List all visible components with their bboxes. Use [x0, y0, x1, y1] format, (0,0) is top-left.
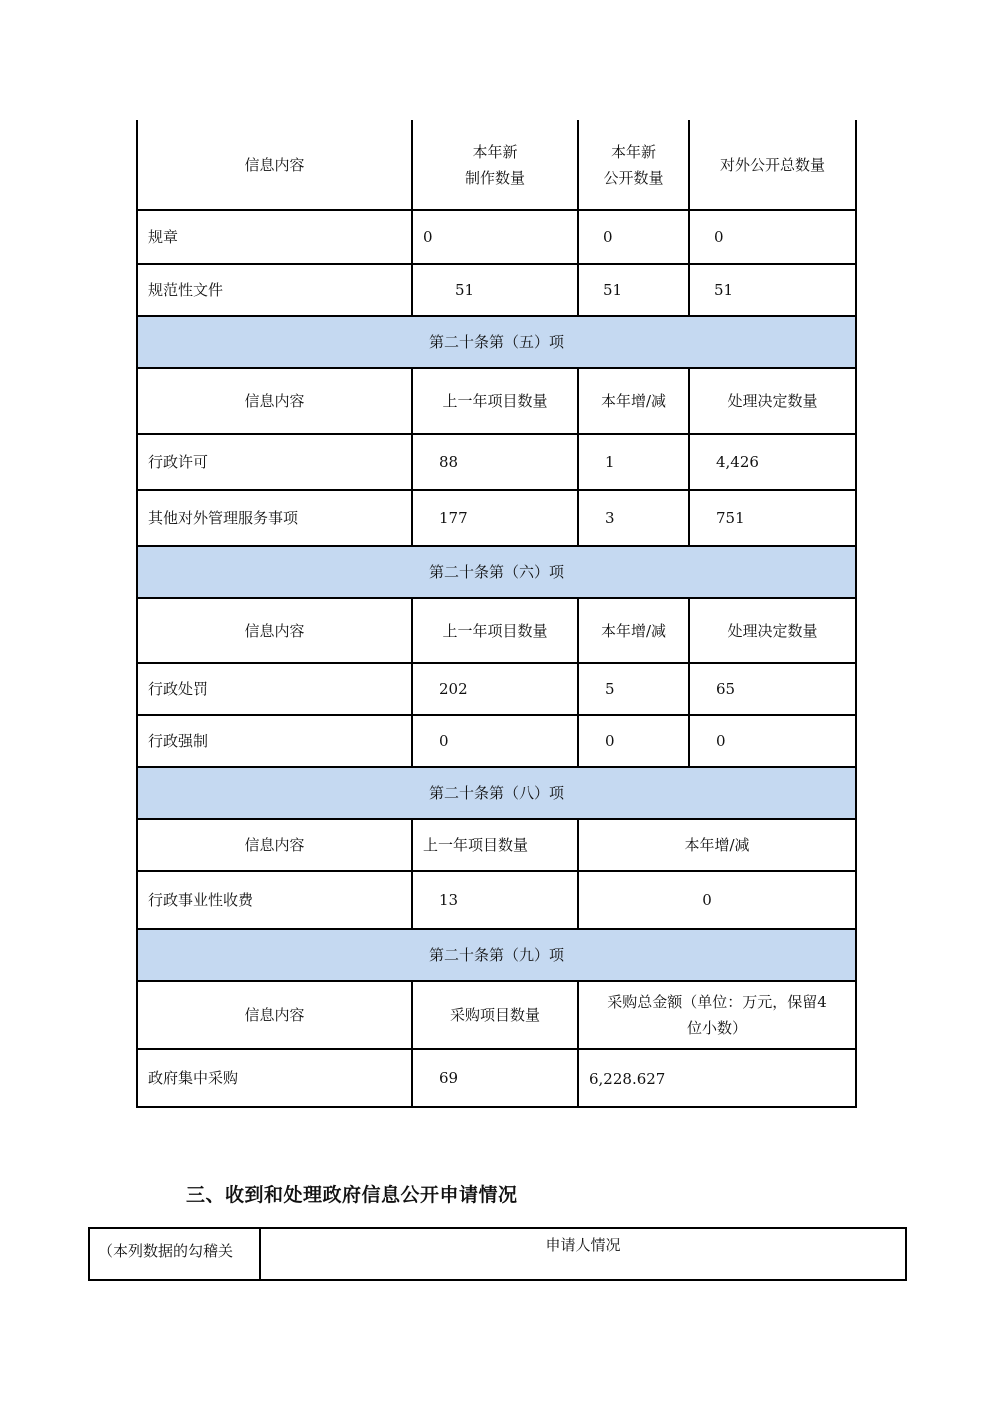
- table-row: [137, 490, 856, 546]
- cell-value: 751: [689, 490, 856, 546]
- table-header-row: [137, 819, 856, 871]
- row-label: 行政强制: [137, 715, 412, 767]
- header-cell: 信息内容: [137, 368, 412, 434]
- table-header-row: [89, 1228, 906, 1280]
- cell-value: 0: [578, 715, 689, 767]
- table-row: [137, 715, 856, 767]
- header-cell: 上一年项目数量: [412, 368, 578, 434]
- cell-value: 13: [412, 871, 578, 929]
- section-title-row: [137, 767, 856, 819]
- row-label: 行政许可: [137, 434, 412, 490]
- cell-value: 6,228.627: [578, 1049, 856, 1107]
- row-label: 其他对外管理服务事项: [137, 490, 412, 546]
- cell-value: 51: [412, 264, 578, 316]
- header-cell: 采购项目数量: [412, 981, 578, 1049]
- header-cell: 采购总金额（单位：万元，保留4 位小数）: [578, 981, 856, 1049]
- section-title: 第二十条第（六）项: [137, 546, 856, 598]
- cell-value: 1: [578, 434, 689, 490]
- row-label: 政府集中采购: [137, 1049, 412, 1107]
- header-cell: 本年增/减: [578, 819, 856, 871]
- cell-value: 3: [578, 490, 689, 546]
- header-cell: 处理决定数量: [689, 598, 856, 663]
- cell-value: 69: [412, 1049, 578, 1107]
- row-label: 规章: [137, 210, 412, 264]
- header-cell: 本年增/减: [578, 368, 689, 434]
- application-table: [88, 1227, 907, 1281]
- cell-value: 4,426: [689, 434, 856, 490]
- cell-value: 0: [412, 210, 578, 264]
- table-header-row: [137, 120, 856, 210]
- cell-value: 0: [578, 871, 856, 929]
- row-label: 规范性文件: [137, 264, 412, 316]
- table-row: [137, 663, 856, 715]
- table-row: [137, 210, 856, 264]
- header-cell: 申请人情况: [260, 1228, 906, 1280]
- header-cell: 信息内容: [137, 598, 412, 663]
- header-cell: 对外公开总数量: [689, 120, 856, 210]
- cell-value: 88: [412, 434, 578, 490]
- header-cell: 信息内容: [137, 120, 412, 210]
- header-cell: 信息内容: [137, 819, 412, 871]
- cell-value: 65: [689, 663, 856, 715]
- table-row: [137, 871, 856, 929]
- section-title-row: [137, 929, 856, 981]
- cell-value: 0: [689, 715, 856, 767]
- cell-value: 202: [412, 663, 578, 715]
- section-heading: 三、收到和处理政府信息公开申请情况: [186, 1184, 518, 1206]
- cell-value: 0: [689, 210, 856, 264]
- table-header-row: [137, 368, 856, 434]
- table-row: [137, 434, 856, 490]
- section-title-row: [137, 316, 856, 368]
- table-row: [137, 1049, 856, 1107]
- table-header-row: [137, 981, 856, 1049]
- cell-value: 0: [578, 210, 689, 264]
- cell-value: 51: [689, 264, 856, 316]
- table-row: [137, 264, 856, 316]
- cell-value: 177: [412, 490, 578, 546]
- row-label: 行政处罚: [137, 663, 412, 715]
- header-cell: 本年新 制作数量: [412, 120, 578, 210]
- section-title: 第二十条第（五）项: [137, 316, 856, 368]
- section-title-row: [137, 546, 856, 598]
- cell-value: 5: [578, 663, 689, 715]
- disclosure-table: [136, 120, 857, 1108]
- header-cell: 上一年项目数量: [412, 819, 578, 871]
- cell-value: 0: [412, 715, 578, 767]
- section-title: 第二十条第（九）项: [137, 929, 856, 981]
- header-cell: 本年增/减: [578, 598, 689, 663]
- header-cell: 本年新 公开数量: [578, 120, 689, 210]
- row-label: 行政事业性收费: [137, 871, 412, 929]
- header-cell: （本列数据的勾稽关: [89, 1228, 260, 1280]
- table-header-row: [137, 598, 856, 663]
- header-cell: 信息内容: [137, 981, 412, 1049]
- section-title: 第二十条第（八）项: [137, 767, 856, 819]
- cell-value: 51: [578, 264, 689, 316]
- header-cell: 上一年项目数量: [412, 598, 578, 663]
- header-cell: 处理决定数量: [689, 368, 856, 434]
